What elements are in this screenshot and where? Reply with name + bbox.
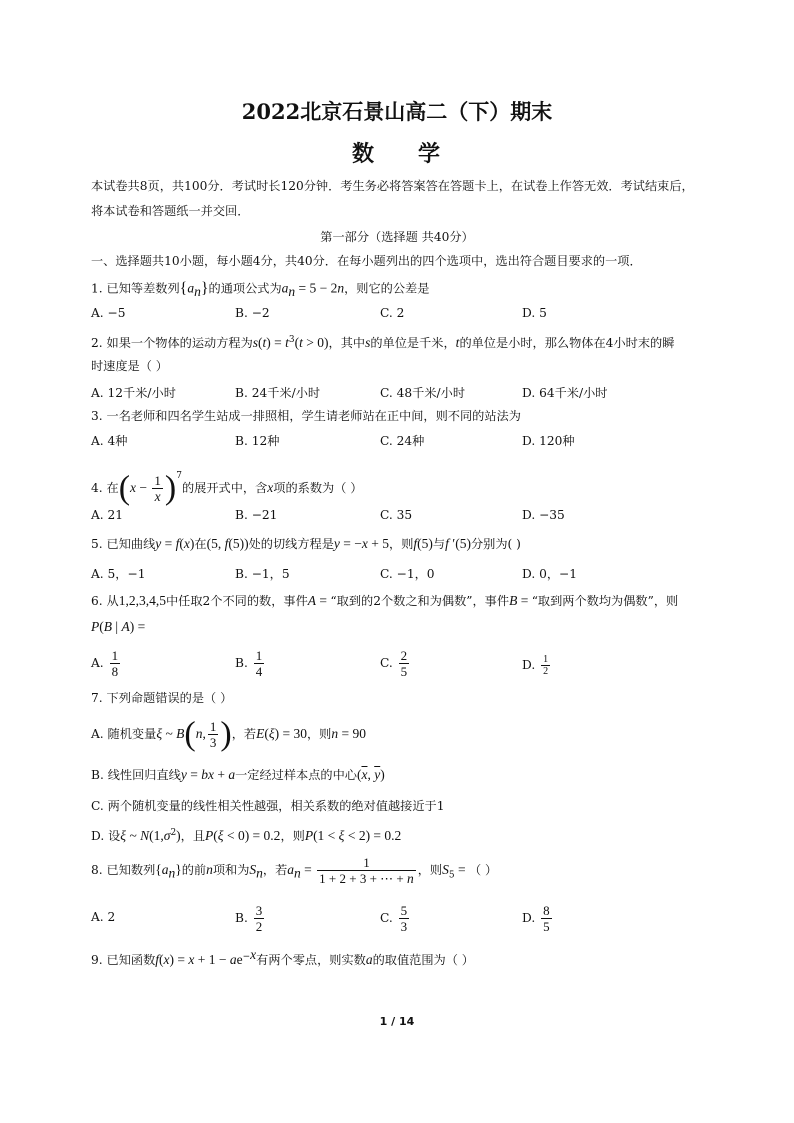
q3-option-a: A. 4种 bbox=[91, 434, 128, 448]
q8-option-a: A. 2 bbox=[91, 910, 116, 924]
q6-option-b: B. $\frac{1}{4}$ bbox=[235, 648, 263, 679]
q2-option-c: C. 48千米/小时 bbox=[380, 386, 466, 400]
q3-option-c: C. 24种 bbox=[380, 434, 425, 448]
q7-option-d: D. 设ξ ~ $N(1,\sigma^2)$，且P(ξ < 0) = 0.2，则P(1 < ξ < 2) = 0.2 bbox=[91, 828, 402, 844]
question-1-stem: 1. 已知等差数列$\{a_n\}$的通项公式为$a_n = 5 - 2n$，则它的公差是 bbox=[91, 280, 430, 299]
subject-char-1: 数 bbox=[351, 141, 376, 167]
q3-option-b: B. 12种 bbox=[235, 434, 280, 448]
q3-option-d: D. 120种 bbox=[522, 434, 575, 448]
q8-option-b: B. $\frac{3}{2}$ bbox=[235, 903, 263, 934]
q2-option-b: B. 24千米/小时 bbox=[235, 386, 321, 400]
exam-title: 2022北京石景山高二（下）期末 bbox=[241, 99, 553, 124]
q6-option-d: D. $\frac{1}{2}$ bbox=[522, 654, 549, 677]
question-3-stem: 3. 一名老师和四名学生站成一排照相，学生请老师站在正中间，则不同的站法为 bbox=[91, 409, 521, 423]
q1-option-a: A. −5 bbox=[91, 306, 126, 320]
q8-option-c: C. $\frac{5}{3}$ bbox=[380, 903, 408, 934]
q1-option-d: D. 5 bbox=[522, 306, 547, 320]
q4-option-d: D. −35 bbox=[522, 508, 565, 522]
q7-option-b: B. 线性回归直线y = bx + a一定经过样本点的中心($\overline{x}$, $\overline{y}$) bbox=[91, 767, 385, 782]
q4-option-c: C. 35 bbox=[380, 508, 413, 522]
q7-option-a: A. 随机变量ξ ~ B(n, $\frac{1}{3}$ )，若E(ξ) = 30，则n = 90 bbox=[91, 715, 366, 753]
question-6-stem: 6. 从1,2,3,4,5中任取2个不同的数，事件A = “取到的2个数之和为偶数”，事件B = “取到两个数均为偶数”，则 bbox=[91, 593, 679, 608]
q8-option-d: D. $\frac{8}{5}$ bbox=[522, 903, 550, 934]
subject-char-2: 学 bbox=[418, 141, 443, 167]
question-8-stem: 8. 已知数列$\{a_n\}$的前n项和为$S_n$，若$a_n$ = $\frac{1}{1 + 2 + 3 + \cdots + n}$ ，则$S_5$ = （ ） bbox=[91, 855, 498, 886]
q4-option-b: B. −21 bbox=[235, 508, 278, 522]
q5-option-c: C. −1，0 bbox=[380, 567, 435, 581]
subject-title bbox=[0, 137, 794, 168]
question-9-stem: 9. 已知函数$f(x) = x + 1 - ae^{-x}$有两个零点，则实数a的取值范围为（ ） bbox=[91, 947, 474, 968]
question-6-stem-line2: P(B | A) = bbox=[91, 619, 146, 634]
question-2-stem: 2. 如果一个物体的运动方程为$s(t) = t^3(t > 0)$，其中s的单位是千米，t的单位是小时，那么物体在4小时末的瞬 bbox=[91, 335, 675, 351]
q1-option-c: C. 2 bbox=[380, 306, 405, 320]
q6-option-c: C. $\frac{2}{5}$ bbox=[380, 648, 408, 679]
q5-option-a: A. 5，−1 bbox=[91, 567, 146, 581]
q1-option-b: B. −2 bbox=[235, 306, 270, 320]
q5-option-b: B. −1，5 bbox=[235, 567, 290, 581]
q2-option-d: D. 64千米/小时 bbox=[522, 386, 608, 400]
intro-line-1: 本试卷共8页，共100分．考试时长120分钟．考生务必将答案答在答题卡上，在试卷上作答无效．考试结束后， bbox=[91, 179, 694, 193]
q6-option-a: A. $\frac{1}{8}$ bbox=[91, 648, 119, 679]
q4-option-a: A. 21 bbox=[91, 508, 124, 522]
question-4-stem: 4. 在(x − $\frac{1}{x}$ )$^7$的展开式中，含x项的系数为（ ） bbox=[91, 469, 363, 507]
section-instruction: 一、选择题共10小题，每小题4分，共40分．在每小题列出的四个选项中，选出符合题目要求的一项． bbox=[91, 254, 642, 268]
q5-option-d: D. 0，−1 bbox=[522, 567, 577, 581]
page-number: 1 / 14 bbox=[379, 1015, 415, 1028]
question-2-stem-line2: 时速度是（ ） bbox=[91, 359, 168, 373]
question-7-stem: 7. 下列命题错误的是（ ） bbox=[91, 691, 233, 705]
question-5-stem: 5. 已知曲线y = f(x)在(5, f(5))处的切线方程是y = −x + 5，则f(5)与f ′(5)分别为( ) bbox=[91, 536, 521, 551]
q2-option-a: A. 12千米/小时 bbox=[91, 386, 176, 400]
q7-option-c: C. 两个随机变量的线性相关性越强，相关系数的绝对值越接近于1 bbox=[91, 799, 445, 813]
intro-line-2: 将本试卷和答题纸一并交回． bbox=[91, 204, 250, 218]
part-title: 第一部分（选择题 共40分） bbox=[320, 230, 474, 244]
